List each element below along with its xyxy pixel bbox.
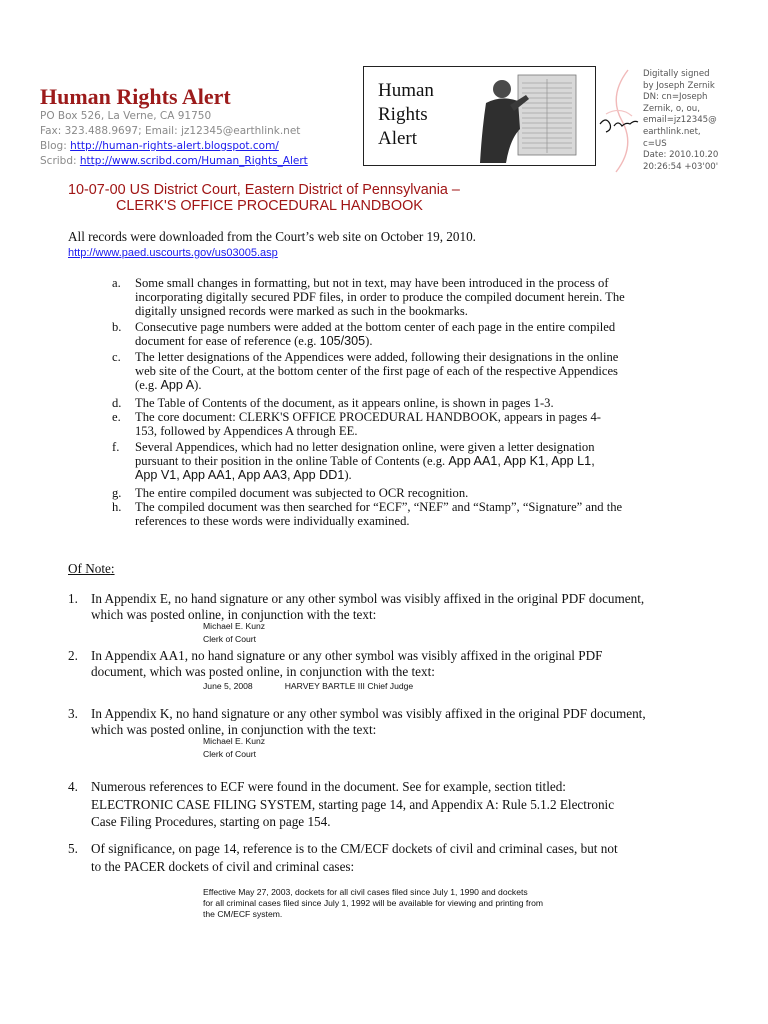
address-line: PO Box 526, La Verne, CA 91750 bbox=[40, 110, 212, 122]
signature-scribble-icon bbox=[598, 66, 640, 176]
note-3-quote: Michael E. Kunz Clerk of Court bbox=[203, 736, 266, 759]
blog-label: Blog: bbox=[40, 140, 67, 152]
scribd-label: Scribd: bbox=[40, 155, 77, 167]
of-note-heading: Of Note: bbox=[68, 561, 115, 576]
logo-wordmark: Human Rights Alert bbox=[378, 80, 434, 149]
note-2-quote: June 5, 2008 HARVEY BARTLE III Chief Judge bbox=[203, 681, 414, 691]
intro-text: All records were downloaded from the Court’s web site on October 19, 2010. bbox=[68, 229, 476, 244]
fax-email-line: Fax: 323.488.9697; Email: jz12345@earthlink.net bbox=[40, 125, 301, 137]
logo-box bbox=[363, 66, 596, 166]
organization-name: Human Rights Alert bbox=[40, 84, 231, 109]
blog-line bbox=[40, 139, 279, 154]
document-title-line1: 10-07-00 US District Court, Eastern District of Pennsylvania – bbox=[68, 182, 460, 198]
eleanor-roosevelt-photo-icon bbox=[466, 69, 594, 163]
digital-signature-text: Digitally signed by Joseph Zernik DN: cn=Joseph Zernik, o, ou, email=jz12345@ earthlink.net, c=US Date: 2010.10.20 20:26:54 +03'00' bbox=[643, 69, 719, 172]
document-title-line2: CLERK'S OFFICE PROCEDURAL HANDBOOK bbox=[116, 198, 423, 214]
blog-link[interactable]: http://human-rights-alert.blogspot.com/ bbox=[70, 140, 279, 152]
scribd-line bbox=[40, 154, 308, 169]
note-5-quote: Effective May 27, 2003, dockets for all civil cases filed since July 1, 1990 and dockets for all criminal cases filed since July 1, 1992 will be available for viewing and printing from the CM/ECF system. bbox=[203, 887, 544, 920]
scribd-link[interactable]: http://www.scribd.com/Human_Rights_Alert bbox=[79, 155, 308, 167]
source-url-link[interactable]: http://www.paed.uscourts.gov/us03005.asp bbox=[68, 247, 278, 259]
note-1-quote: Michael E. Kunz Clerk of Court bbox=[203, 621, 266, 644]
